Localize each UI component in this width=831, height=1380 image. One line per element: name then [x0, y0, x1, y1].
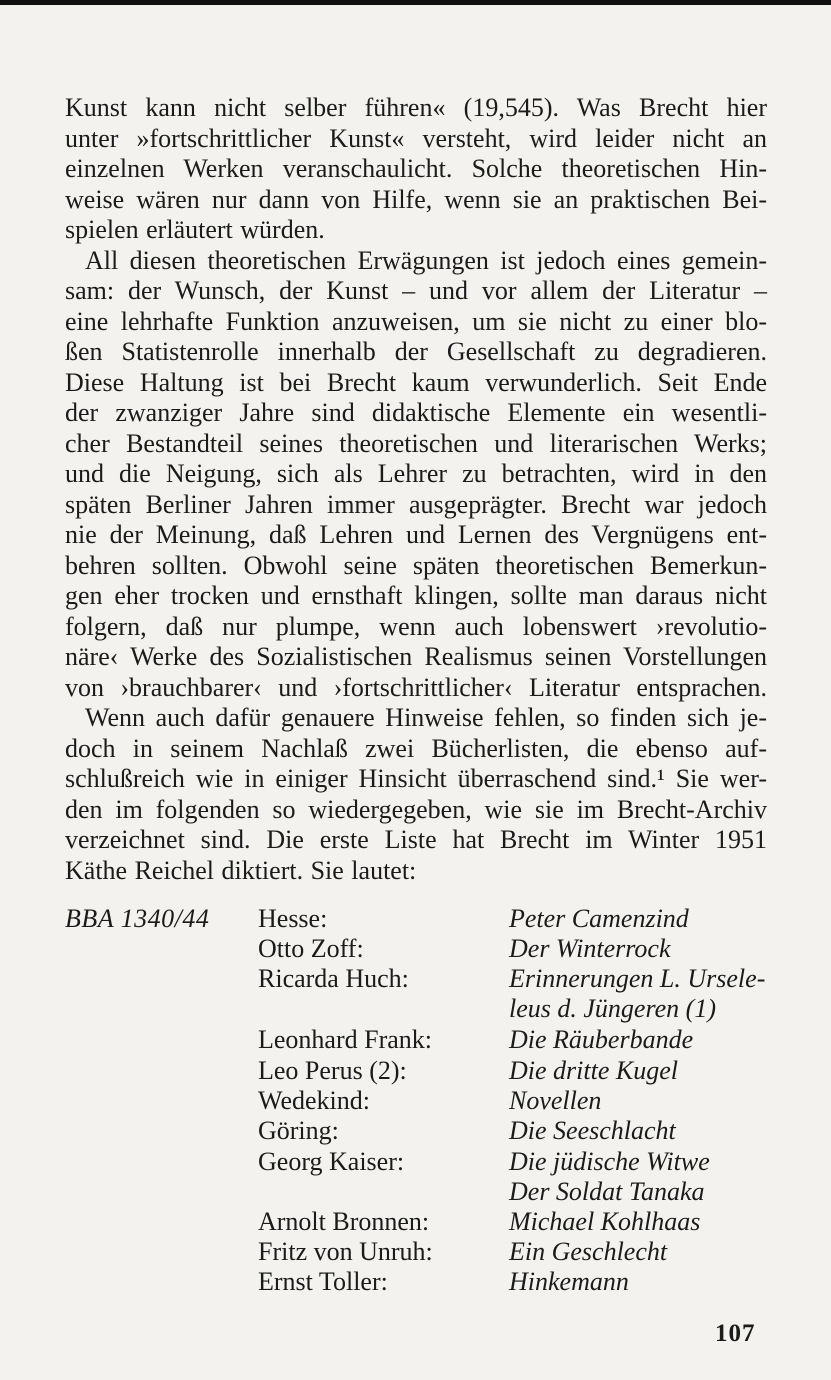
list-author: Arnolt Bronnen: — [258, 1207, 430, 1236]
text-line: sam: der Wunsch, der Kunst – und vor allem der Literatur – — [65, 276, 767, 305]
list-work: Hinkemann — [509, 1267, 629, 1296]
text-line: weise wären nur dann von Hilfe, wenn sie an praktischen Bei- — [65, 184, 767, 214]
text-line: und die Neigung, sich als Lehrer zu betrachten, wird in den — [65, 459, 767, 488]
text-line: doch in seinem Nachlaß zwei Bücherlisten, die ebenso auf- — [65, 733, 767, 763]
list-item — [65, 1207, 767, 1237]
text-line: Wenn auch dafür genauere Hinweise fehlen, so finden sich je- — [85, 703, 767, 732]
text-line: behren sollten. Obwohl seine späten theoretischen Bemerkun- — [65, 550, 767, 580]
text-line: Diese Haltung ist bei Brecht kaum verwunderlich. Seit Ende — [65, 367, 767, 397]
page-number: 107 — [715, 1320, 756, 1347]
text-line: All diesen theoretischen Erwägungen ist jedoch eines gemein- — [85, 245, 767, 275]
text-line: spielen erläutert würden. — [65, 215, 325, 244]
list-work: Ein Geschlecht — [509, 1237, 668, 1266]
text-line: cher Bestandteil seines theoretischen und literarischen Werks; — [65, 428, 767, 458]
list-work: Der Winterrock — [509, 934, 671, 963]
list-item — [65, 1086, 767, 1116]
text-line: verzeichnet sind. Die erste Liste hat Brecht im Winter 1951 — [65, 825, 767, 854]
text-line: schlußreich wie in einiger Hinsicht überraschend sind.¹ Sie wer- — [65, 764, 767, 793]
list-author: Fritz von Unruh: — [258, 1237, 433, 1266]
list-author: Wedekind: — [258, 1086, 370, 1115]
list-item — [65, 964, 767, 994]
list-work: Der Soldat Tanaka — [509, 1177, 705, 1206]
list-item — [65, 994, 767, 1024]
archive-reference: BBA 1340/44 — [65, 904, 210, 933]
list-work: Die Seeschlacht — [509, 1116, 676, 1145]
text-line: von ›brauchbarer‹ und ›fortschrittlicher‹ Literatur entsprachen. — [65, 672, 767, 702]
list-work: leus d. Jüngeren (1) — [509, 994, 716, 1023]
text-line: späten Berliner Jahren immer ausgeprägter. Brecht war jedoch — [65, 489, 767, 519]
text-line: gen eher trocken und ernsthaft klingen, sollte man daraus nicht — [65, 581, 767, 610]
list-work: Die jüdische Witwe — [509, 1147, 710, 1176]
list-work: Die dritte Kugel — [509, 1056, 678, 1085]
list-author: Leonhard Frank: — [258, 1025, 433, 1054]
text-line: den im folgenden so wiedergegeben, wie sie im Brecht-Archiv — [65, 794, 767, 824]
text-line: der zwanziger Jahre sind didaktische Elemente ein wesentli- — [65, 398, 767, 427]
text-line: nie der Meinung, daß Lehren und Lernen des Vergnügens ent- — [65, 520, 767, 549]
text-line: folgern, daß nur plumpe, wenn auch lobenswert ›revolutio- — [65, 611, 767, 641]
list-item — [65, 1177, 767, 1207]
list-work: Michael Kohlhaas — [509, 1207, 701, 1236]
text-line: näre‹ Werke des Sozialistischen Realismus seinen Vorstellungen — [65, 642, 767, 671]
body-text — [65, 93, 767, 886]
list-author: Otto Zoff: — [258, 934, 364, 963]
list-author: Georg Kaiser: — [258, 1147, 405, 1176]
list-work: Die Räuberbande — [509, 1025, 694, 1054]
text-line: unter »fortschrittlicher Kunst« versteht, wird leider nicht an — [65, 123, 767, 153]
list-work: Erinnerungen L. Ursele- — [509, 964, 766, 993]
list-item — [65, 1237, 767, 1267]
list-author: Hesse: — [258, 904, 328, 933]
list-item — [65, 1116, 767, 1146]
text-line: ßen Statistenrolle innerhalb der Gesellschaft zu degradieren. — [65, 337, 767, 366]
list-item — [65, 904, 767, 934]
text-line: einzelnen Werken veranschaulicht. Solche theoretischen Hin- — [65, 154, 767, 183]
text-line: Kunst kann nicht selber führen« (19,545). Was Brecht hier — [65, 93, 767, 122]
list-item — [65, 1267, 767, 1297]
list-item — [65, 934, 767, 964]
list-work: Novellen — [509, 1086, 602, 1115]
list-author: Ernst Toller: — [258, 1267, 388, 1296]
list-author: Göring: — [258, 1116, 339, 1145]
list-item — [65, 1056, 767, 1086]
text-line: Käthe Reichel diktiert. Sie lautet: — [65, 855, 417, 885]
list-author: Ricarda Huch: — [258, 964, 409, 993]
list-item — [65, 1025, 767, 1055]
list-item — [65, 1147, 767, 1177]
list-author: Leo Perus (2): — [258, 1056, 407, 1085]
text-line: eine lehrhafte Funktion anzuweisen, um sie nicht zu einer blo- — [65, 306, 767, 336]
list-work: Peter Camenzind — [509, 904, 689, 933]
